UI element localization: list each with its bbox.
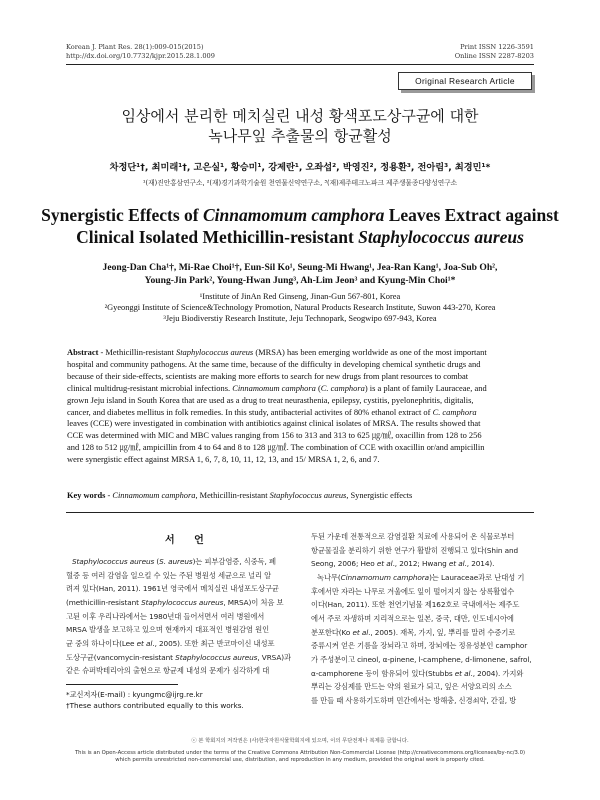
english-authors bbox=[0, 261, 600, 287]
abstract-label: Abstract bbox=[67, 347, 99, 357]
body-left-line-4: (methicillin-resistant Staphylococcus aureus, MRSA)이 처음 보 bbox=[66, 597, 284, 607]
journal-citation bbox=[66, 43, 215, 61]
footnote-rule bbox=[66, 684, 178, 685]
abstract bbox=[67, 347, 539, 466]
english-authors-line2: Young-Jin Park², Young-Hwan Jung³, Ah-Lim Jeon³ and Kyung-Min Choi¹* bbox=[144, 275, 456, 286]
body-left-line-7: 균 중의 하나이다(Lee et al., 2005). 또한 최근 반코마이신 내성포 bbox=[66, 638, 275, 648]
abstract-line-1: Abstract - Methicillin-resistant Staphylococcus aureus (MRSA) has been emerging worldwide as one of the most important bbox=[67, 347, 487, 357]
body-right-line-12: 뿌리는 강심제를 만드는 약의 원료가 되고, 잎은 서양요리의 소스 bbox=[311, 682, 512, 692]
abstract-line-5: grown Jeju island in South Korea that are used as a drug to treat neurasthenia, epilepsy, cystitis, pyelonephritis, digitalis, bbox=[67, 394, 474, 405]
affiliation-2: ²Gyeonggi Institute of Science&Technology Promotion, Natural Products Research Institute, Suwon 443-270, Korea bbox=[104, 303, 496, 312]
korean-title-line1: 임상에서 분리한 메치실린 내성 황색포도상구균에 대한 bbox=[121, 107, 479, 125]
body-right-line-8: 분포한다(Ko et al., 2005). 재목, 가지, 잎, 뿌리를 말려 수증기로 bbox=[311, 627, 516, 637]
body-left-line-6: MRSA 발생을 보고하고 있으며 현재까지 대표적인 병원감염 원인 bbox=[66, 625, 270, 635]
license-line-2: which permits unrestricted non-commercial use, distribution, and reproduction in any medium, provided the original work is properly cited. bbox=[115, 757, 485, 764]
body-left-line-2: 혈증 등 여러 감염을 일으킬 수 있는 주된 병원성 세균으로 널리 알 bbox=[66, 570, 272, 580]
journal-volume-line: Korean J. Plant Res. 28(1):009-015(2015) bbox=[66, 43, 204, 51]
body-right-column bbox=[311, 530, 535, 708]
header-rule bbox=[66, 64, 534, 65]
body-right-line-11: α-camphorene 등이 함유되어 있다(Stubbs et al., 2004). 가지와 bbox=[311, 668, 524, 678]
body-right-line-2: 항균물질을 분리하기 위한 연구가 활발히 진행되고 있다(Shin and bbox=[311, 545, 519, 555]
english-affiliations bbox=[0, 291, 600, 324]
body-right-line-9: 증류시켜 얻은 기름을 장뇌라고 하며, 장뇌에는 정유성분인 camphor bbox=[311, 641, 528, 651]
license-notice bbox=[0, 750, 600, 764]
english-title-line1: Synergistic Effects of Cinnamomum camphora Leaves Extract against bbox=[41, 205, 559, 225]
body-left-line-5: 고된 이후 우리나라에서는 1980년대 들어서면서 여러 병원에서 bbox=[66, 611, 265, 621]
korean-title bbox=[0, 106, 600, 146]
keywords-rule bbox=[66, 512, 534, 513]
abstract-line-10: were synergistic effect against MRSA 1, 6, 7, 8, 10, 11, 12, 13, and 15/ MRSA 1, 2, 6, and 7. bbox=[67, 454, 380, 465]
korean-authors: 차정단¹†, 최미래¹†, 고은실¹, 황승미¹, 강제란¹, 오좌섭², 박영진², 정용환³, 전아림³, 최경민¹* bbox=[109, 162, 491, 173]
english-authors-line1: Jeong-Dan Cha¹†, Mi-Rae Choi¹†, Eun-Sil Ko¹, Seung-Mi Hwang¹, Jea-Ran Kang¹, Joa-Sub Oh², bbox=[102, 262, 498, 273]
abstract-line-8: CCE was determined with MIC and MBC values ranging from 156 to 313 and 313 to 625 ㎍/㎖, oxacillin from 128 to 256 bbox=[67, 430, 482, 441]
abstract-line-6: cancer, and diabetes mellitus in folk remedies. In this study, antibacterial activites of 80% ethanol extract of C. camphora bbox=[67, 406, 477, 417]
korean-title-line2: 녹나무잎 추출물의 항균활성 bbox=[208, 127, 392, 145]
body-left-column bbox=[66, 555, 292, 678]
body-left-line-8: 도상구균(vancomycin-resistant Staphylococcus aureus, VRSA)과 bbox=[66, 652, 291, 662]
keywords-label: Key words bbox=[67, 491, 106, 500]
body-right-line-10: 가 주성분이고 cineol, α-pinene, l-camphene, d-limonene, safrol, bbox=[311, 654, 532, 664]
keywords bbox=[67, 491, 547, 500]
body-right-line-6: 이다(Han, 2011). 또한 천연기념물 제162호로 국내에서는 제주도 bbox=[311, 600, 520, 610]
body-left-line-9: 같은 슈퍼박테리아의 출현으로 항균제 내성의 문제가 심각하게 대 bbox=[66, 666, 270, 676]
body-left-line-3: 려져 있다(Han, 2011). 1961년 영국에서 메치실린 내성포도상구균 bbox=[66, 584, 279, 594]
body-right-line-4: 녹나무(Cinnamomum camphora)는 Lauraceae과로 난대성 기 bbox=[317, 572, 525, 582]
footnotes bbox=[66, 689, 244, 711]
online-issn: Online ISSN 2287-8203 bbox=[454, 51, 534, 60]
doi-link[interactable]: http://dx.doi.org/10.7732/kjpr.2015.28.1.009 bbox=[66, 51, 215, 60]
english-title-line2: Clinical Isolated Methicillin-resistant Staphylococcus aureus bbox=[76, 227, 524, 247]
section-heading-introduction: 서 언 bbox=[165, 535, 212, 546]
body-right-line-13: 를 만들 때 사용하기도하며 민간에서는 방해충, 신경쇠약, 간질, 방 bbox=[311, 695, 517, 705]
abstract-line-7: leaves (CCE) were investigated in combination with antibiotics against clinical isolates of MRSA. The results showed that bbox=[67, 418, 481, 429]
body-right-line-1: 두된 가운데 전통적으로 감염질환 치료에 사용되어 온 식물로부터 bbox=[311, 532, 515, 541]
abstract-line-2: hospital and community pathogens. At the same time, because of the difficulty in developing chemical synthetic drugs and bbox=[67, 358, 481, 369]
abstract-line-3: because of their side-effects, scientists are making more efforts to search for new drugs from plant resources to combat bbox=[67, 370, 469, 381]
body-left-line-1: Staphylococcus aureus (S. aureus)는 피부감염증, 식중독, 폐 bbox=[72, 557, 276, 566]
keywords-text: - Cinnamomum camphora, Methicillin-resistant Staphylococcus aureus, Synergistic effects bbox=[107, 491, 413, 500]
issn-block bbox=[455, 43, 534, 61]
body-right-line-3: Seong, 2006; Heo et al., 2012; Hwang et al., 2014). bbox=[311, 559, 495, 569]
license-line-1: This is an Open-Access article distributed under the terms of the Creative Commons Attribution Non-Commercial License (http://creativecommons.org/licenses/by-nc/3.0) bbox=[74, 750, 526, 756]
print-issn: Print ISSN 1226-3591 bbox=[460, 43, 534, 51]
article-type-label: Original Research Article bbox=[398, 72, 532, 90]
english-title bbox=[0, 204, 600, 248]
affiliation-1: ¹Institute of JinAn Red Ginseng, Jinan-Gun 567-801, Korea bbox=[199, 292, 401, 301]
equal-contribution-note: †These authors contributed equally to this works. bbox=[66, 701, 244, 710]
body-right-line-5: 후에서만 자라는 나무로 겨울에도 잎이 떨어지지 않는 상록활엽수 bbox=[311, 586, 515, 596]
abstract-line-9: and 128 to 512 ㎍/㎖, ampicillin from 4 to 64 and 8 to 128 ㎍/㎖. The combination of CCE with oxacillin or/and ampicillin bbox=[67, 442, 485, 453]
copyright-notice: ⓒ 본 학회지의 저작권은 (사)한국자원식물학회지에 있으며, 이의 무단전재나 복제를 금합니다. bbox=[191, 738, 409, 744]
corresponding-author: *교신저자(E-mail) : kyungmc@ijrg.re.kr bbox=[66, 690, 203, 699]
body-right-line-7: 에서 주로 자생하며 지리적으로는 일본, 중국, 대만, 인도네시아에 bbox=[311, 613, 514, 623]
affiliation-3: ³Jeju Biodiverstiy Research Institute, Jeju Technopark, Seogwipo 697-943, Korea bbox=[163, 314, 437, 323]
abstract-line-4: clinical multidrug-resistant microbial infections. Cinnamomum camphora (C. camphora) is a plant of family Lauraceae, and bbox=[67, 382, 487, 393]
korean-affiliations: ¹(재)진안홍삼연구소, ²(재)경기과학기술원 천연물신약연구소, ³(재)제주테크노파크 제주생물종다양성연구소 bbox=[142, 179, 458, 187]
